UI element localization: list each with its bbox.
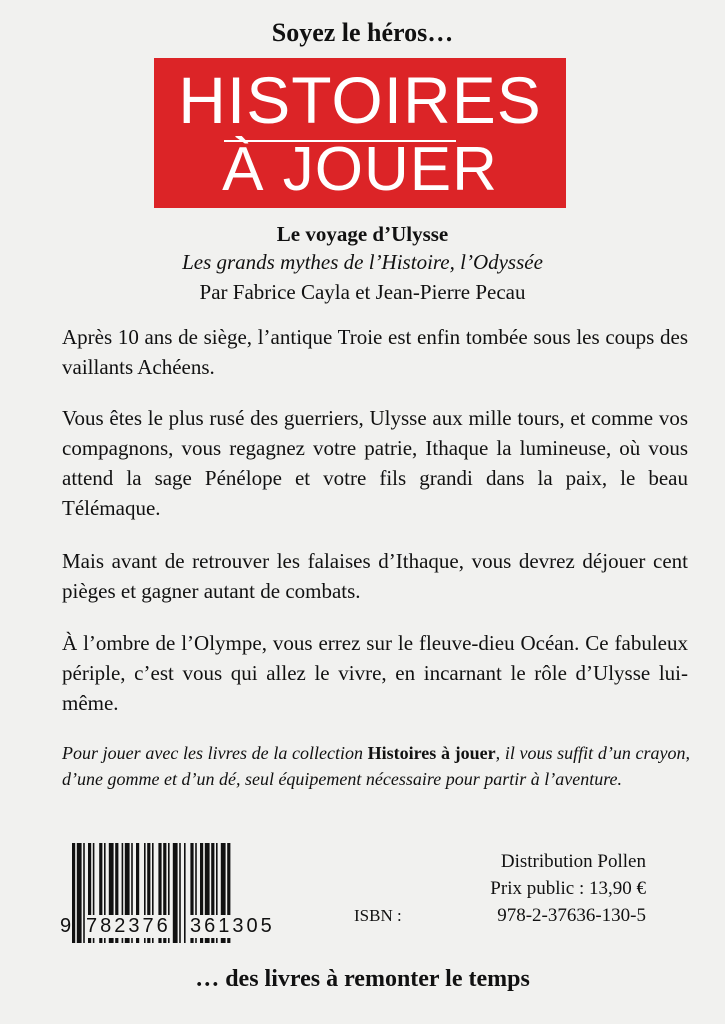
collection-logo xyxy=(154,58,566,208)
logo-line-2: À JOUER xyxy=(222,135,498,204)
price: Prix public : 13,90 € xyxy=(490,878,646,899)
paragraph-4: À l’ombre de l’Olympe, vous errez sur le fleuve-dieu Océan. Ce fabuleux périple, c’est vous qui allez le vivre, en incarnant le rôle d’Ulysse lui-même. xyxy=(62,631,688,715)
logo-line-1: HISTOIRES xyxy=(178,63,542,137)
paragraph-3: Mais avant de retrouver les falaises d’Ithaque, vous devrez déjouer cent pièges et gagner autant de combats. xyxy=(62,549,688,603)
collection-note xyxy=(62,740,690,792)
isbn-label: ISBN : xyxy=(354,906,402,925)
authors: Par Fabrice Cayla et Jean-Pierre Pecau xyxy=(199,280,526,304)
footer-slogan: … des livres à remonter le temps xyxy=(195,966,530,992)
barcode-digits-left: 782376 xyxy=(86,915,171,937)
isbn-number: 978-2-37636-130-5 xyxy=(497,905,646,926)
note-text-start: Pour jouer avec les livres de la collection xyxy=(62,743,368,763)
book-title: Le voyage d’Ulysse xyxy=(276,222,449,246)
paragraph-1: Après 10 ans de siège, l’antique Troie est enfin tombée sous les coups des vaillants Achéens. xyxy=(62,325,688,379)
distribution: Distribution Pollen xyxy=(500,851,646,872)
barcode-number xyxy=(60,913,292,943)
series-subtitle: Les grands mythes de l’Histoire, l’Odyssée xyxy=(182,250,543,274)
tagline: Soyez le héros… xyxy=(271,18,454,47)
barcode-digit-first: 9 xyxy=(60,915,72,937)
note-text-end: , il vous suffit d’un crayon, d’une gomme et d’un dé, seul équipement nécessaire pour partir à l’aventure. xyxy=(62,743,690,789)
barcode-digits-right: 361305 xyxy=(190,915,275,937)
paragraph-2: Vous êtes le plus rusé des guerriers, Ulysse aux mille tours, et comme vos compagnons, vous regagnez votre patrie, Ithaque la lumineuse, où vous attend la sage Pénélope et votre fils grandi dans la paix, le beau Télémaque. xyxy=(62,406,688,520)
note-collection-name: Histoires à jouer xyxy=(367,743,496,763)
